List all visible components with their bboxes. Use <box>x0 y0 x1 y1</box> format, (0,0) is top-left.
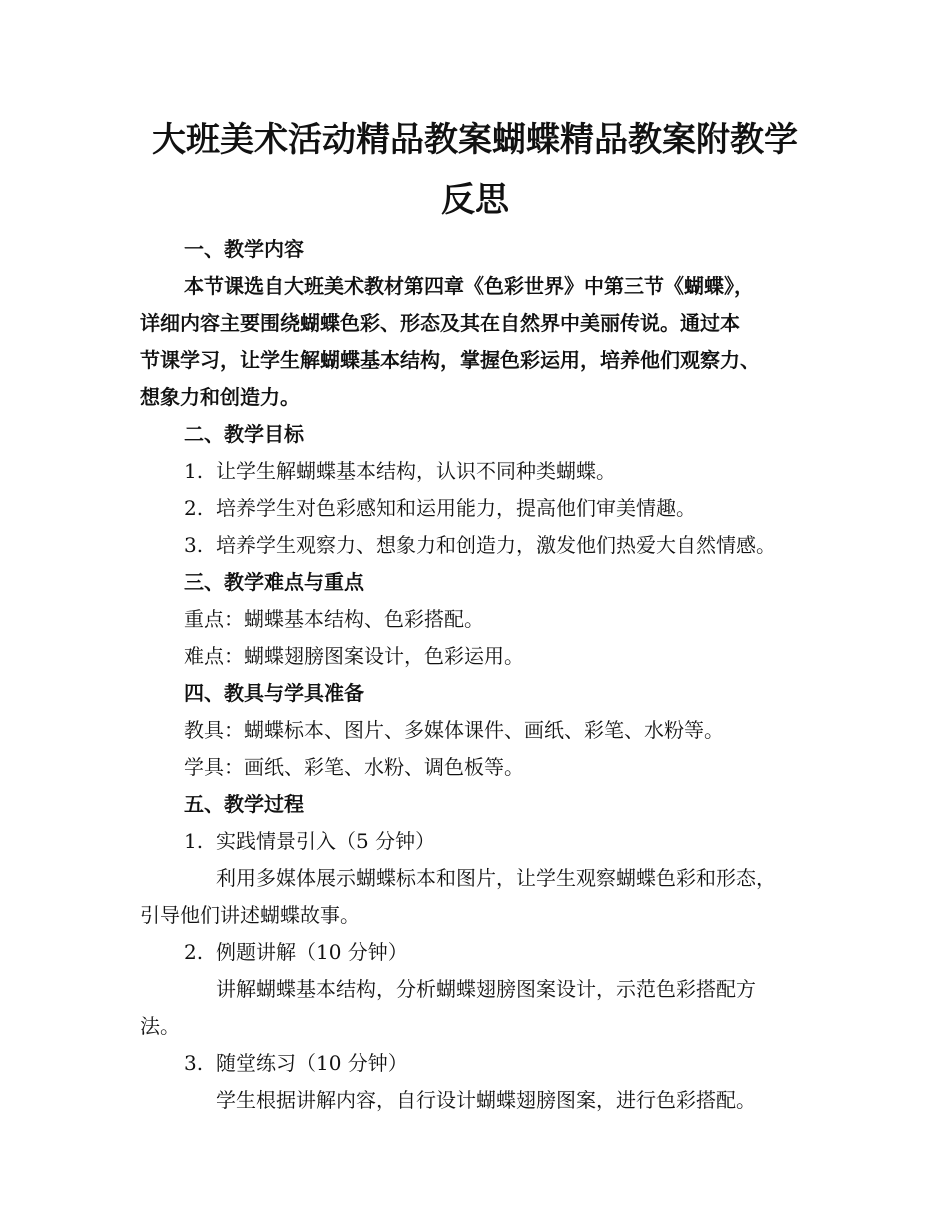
list-item-text: 培养学生对色彩感知和运用能力，提高他们审美情趣。 <box>216 496 696 520</box>
section-heading-materials: 四、教具与学具准备 <box>184 681 364 705</box>
step-description-line: 学生根据讲解内容，自行设计蝴蝶翅膀图案，进行色彩搭配。 <box>216 1088 756 1112</box>
paragraph-line: 重点：蝴蝶基本结构、色彩搭配。 <box>184 607 484 631</box>
section-heading-teaching-goals: 二、教学目标 <box>184 422 304 446</box>
paragraph-line: 节课学习，让学生解蝴蝶基本结构，掌握色彩运用，培养他们观察力、 <box>140 348 760 372</box>
list-item <box>184 455 616 484</box>
list-item-text: 培养学生观察力、想象力和创造力，激发他们热爱大自然情感。 <box>216 533 776 557</box>
paragraph-line: 教具：蝴蝶标本、图片、多媒体课件、画纸、彩笔、水粉等。 <box>184 718 724 742</box>
step-description-line: 法。 <box>140 1014 180 1038</box>
list-number: 2. <box>184 496 204 520</box>
step-title <box>184 825 435 854</box>
paragraph-line: 想象力和创造力。 <box>140 385 300 409</box>
list-item <box>184 492 696 521</box>
section-heading-teaching-content: 一、教学内容 <box>184 237 304 261</box>
document-title-line-1: 大班美术活动精品教案蝴蝶精品教案附教学 <box>152 120 798 160</box>
step-title-text: 例题讲解（10 分钟） <box>216 940 408 964</box>
list-item-text: 让学生解蝴蝶基本结构，认识不同种类蝴蝶。 <box>216 459 616 483</box>
step-number: 1. <box>184 829 204 853</box>
paragraph-line: 难点：蝴蝶翅膀图案设计，色彩运用。 <box>184 644 524 668</box>
paragraph-line: 本节课选自大班美术教材第四章《色彩世界》中第三节《蝴蝶》， <box>184 274 754 298</box>
list-number: 3. <box>184 533 204 557</box>
step-title-text: 实践情景引入（5 分钟） <box>216 829 436 853</box>
document-title-line-2: 反思 <box>441 180 509 220</box>
step-description-line: 讲解蝴蝶基本结构，分析蝴蝶翅膀图案设计，示范色彩搭配方 <box>216 977 756 1001</box>
step-description-line: 引导他们讲述蝴蝶故事。 <box>140 903 360 927</box>
section-heading-teaching-process: 五、教学过程 <box>184 792 304 816</box>
step-title-text: 随堂练习（10 分钟） <box>216 1051 408 1075</box>
step-number: 2. <box>184 940 204 964</box>
paragraph-line: 学具：画纸、彩笔、水粉、调色板等。 <box>184 755 524 779</box>
paragraph-line: 详细内容主要围绕蝴蝶色彩、形态及其在自然界中美丽传说。通过本 <box>140 311 740 335</box>
step-description-line: 利用多媒体展示蝴蝶标本和图片，让学生观察蝴蝶色彩和形态， <box>216 866 776 890</box>
step-title <box>184 1047 408 1076</box>
list-number: 1. <box>184 459 204 483</box>
step-number: 3. <box>184 1051 204 1075</box>
section-heading-difficulties-focus: 三、教学难点与重点 <box>184 570 364 594</box>
step-title <box>184 936 408 965</box>
list-item <box>184 529 776 558</box>
